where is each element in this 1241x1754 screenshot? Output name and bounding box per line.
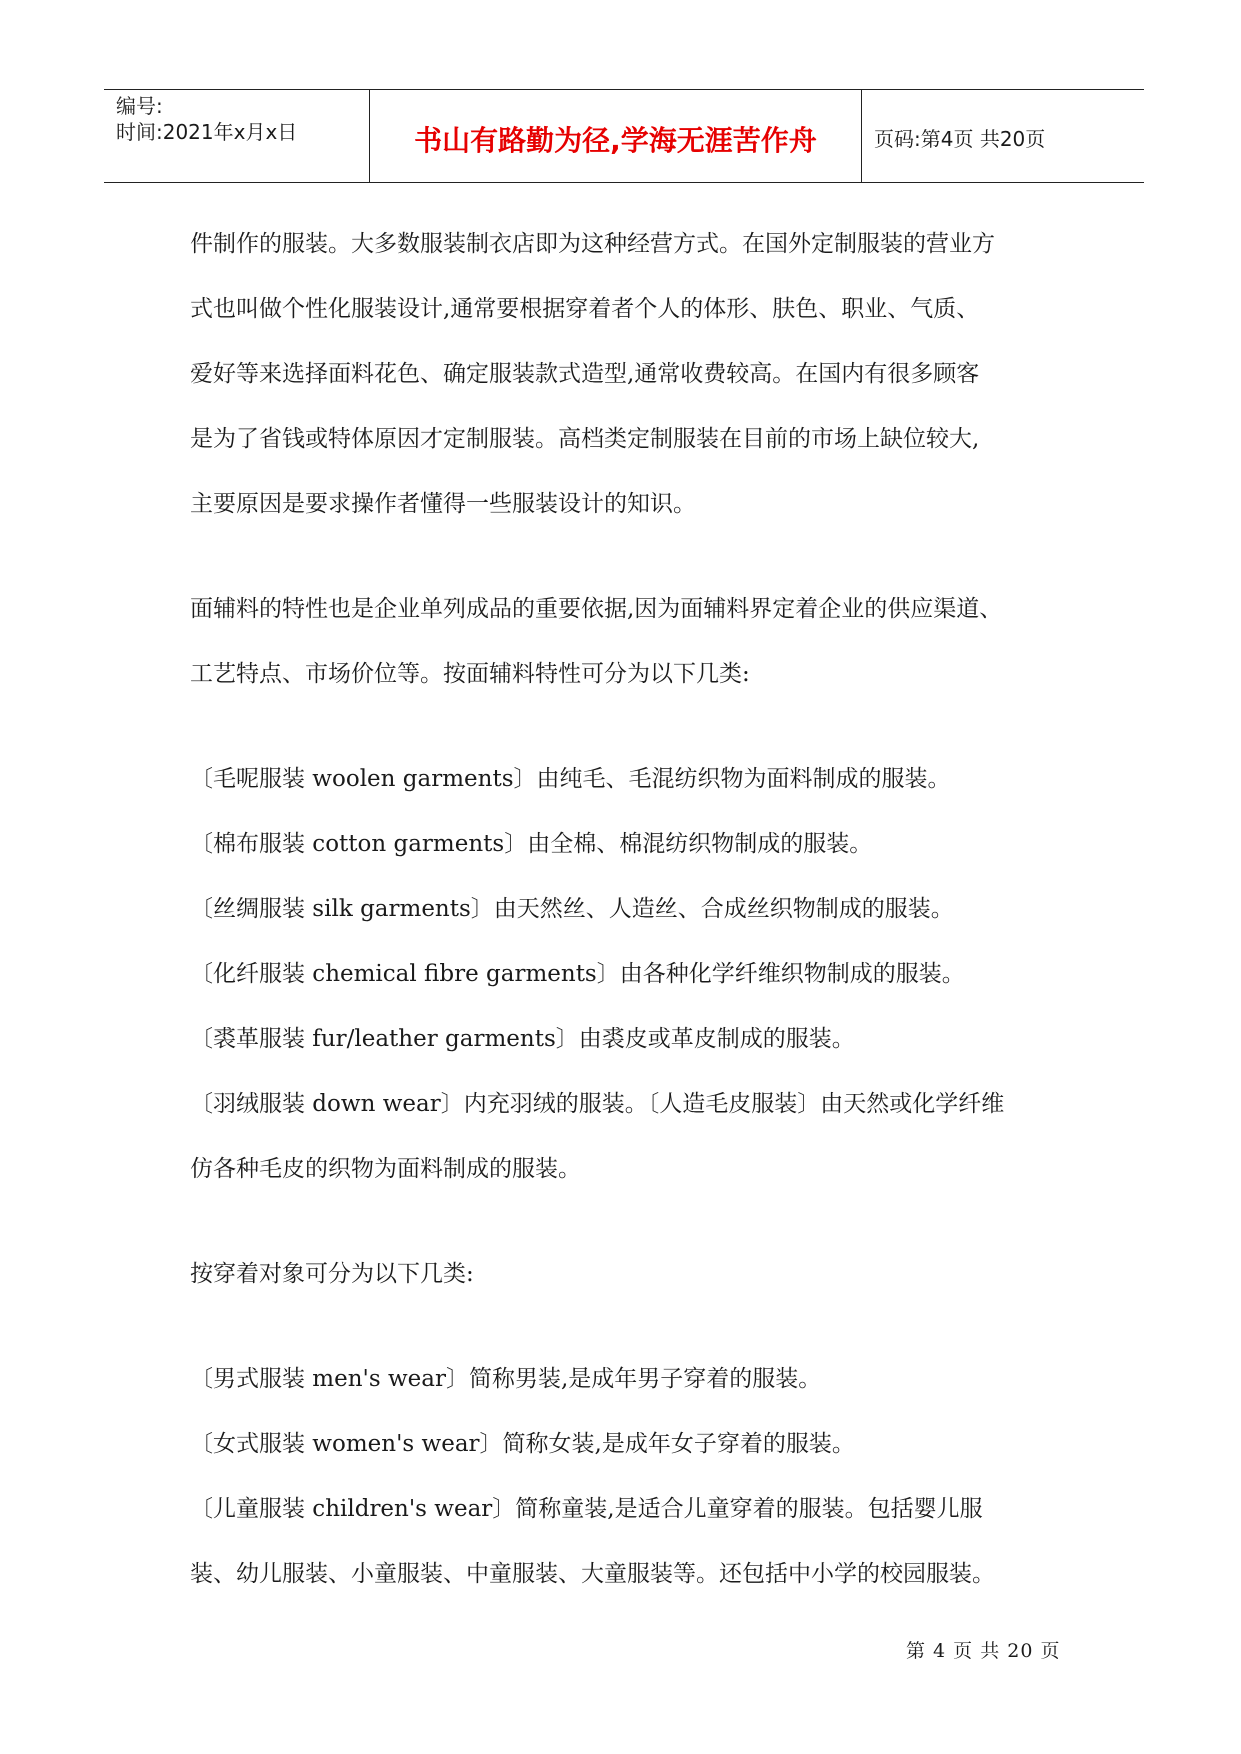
page-footer: 第 4 页 共 20 页 — [906, 1640, 1061, 1662]
text-line: 面辅料的特性也是企业单列成品的重要依据,因为面辅料界定着企业的供应渠道、 — [190, 596, 1003, 622]
header-divider-right — [861, 89, 862, 183]
page-header — [104, 89, 1144, 183]
list-item: 装、幼儿服装、小童服装、中童服装、大童服装等。还包括中小学的校园服装。 — [190, 1561, 995, 1587]
time-label: 时间:2021年x月x日 — [116, 120, 298, 144]
list-item: 〔毛呢服装 woolen garments〕由纯毛、毛混纺织物为面料制成的服装。 — [190, 766, 951, 792]
serial-label: 编号: — [116, 94, 163, 118]
list-item: 〔男式服装 men's wear〕简称男装,是成年男子穿着的服装。 — [190, 1366, 822, 1392]
text-line: 爱好等来选择面料花色、确定服装款式造型,通常收费较高。在国内有很多顾客 — [190, 361, 980, 387]
header-bottom-rule — [104, 182, 1144, 183]
header-page-code: 页码:第4页 共20页 — [874, 127, 1046, 151]
wearer-category-list — [190, 1347, 1080, 1607]
document-body — [190, 212, 1080, 1607]
list-item: 〔女式服装 women's wear〕简称女装,是成年女子穿着的服装。 — [190, 1431, 855, 1457]
list-item: 〔丝绸服装 silk garments〕由天然丝、人造丝、合成丝织物制成的服装。 — [190, 896, 954, 922]
header-top-rule — [104, 89, 1144, 90]
text-line: 是为了省钱或特体原因才定制服装。高档类定制服装在目前的市场上缺位较大, — [190, 426, 980, 452]
text-line: 工艺特点、市场价位等。按面辅料特性可分为以下几类: — [190, 661, 750, 687]
header-motto: 书山有路勤为径,学海无涯苦作舟 — [414, 124, 817, 157]
text-line: 式也叫做个性化服装设计,通常要根据穿着者个人的体形、肤色、职业、气质、 — [190, 296, 980, 322]
text-line: 件制作的服装。大多数服装制衣店即为这种经营方式。在国外定制服装的营业方 — [190, 231, 995, 257]
list-item: 〔裘革服装 fur/leather garments〕由裘皮或革皮制成的服装。 — [190, 1026, 855, 1052]
list-item: 〔儿童服装 children's wear〕简称童装,是适合儿童穿着的服装。包括婴儿服 — [190, 1496, 983, 1522]
paragraph-fabric-intro — [190, 577, 1080, 707]
text-line: 主要原因是要求操作者懂得一些服装设计的知识。 — [190, 491, 696, 517]
list-item: 〔棉布服装 cotton garments〕由全棉、棉混纺织物制成的服装。 — [190, 831, 873, 857]
list-item: 〔羽绒服装 down wear〕内充羽绒的服装。〔人造毛皮服装〕由天然或化学纤维 — [190, 1091, 1005, 1117]
paragraph-custom-clothing — [190, 212, 1080, 537]
fabric-category-list — [190, 747, 1080, 1202]
paragraph-wearer-intro: 按穿着对象可分为以下几类: — [190, 1261, 474, 1287]
header-left-block — [116, 93, 297, 145]
list-item: 仿各种毛皮的织物为面料制成的服装。 — [190, 1156, 581, 1182]
list-item: 〔化纤服装 chemical fibre garments〕由各种化学纤维织物制成的服装。 — [190, 961, 965, 987]
